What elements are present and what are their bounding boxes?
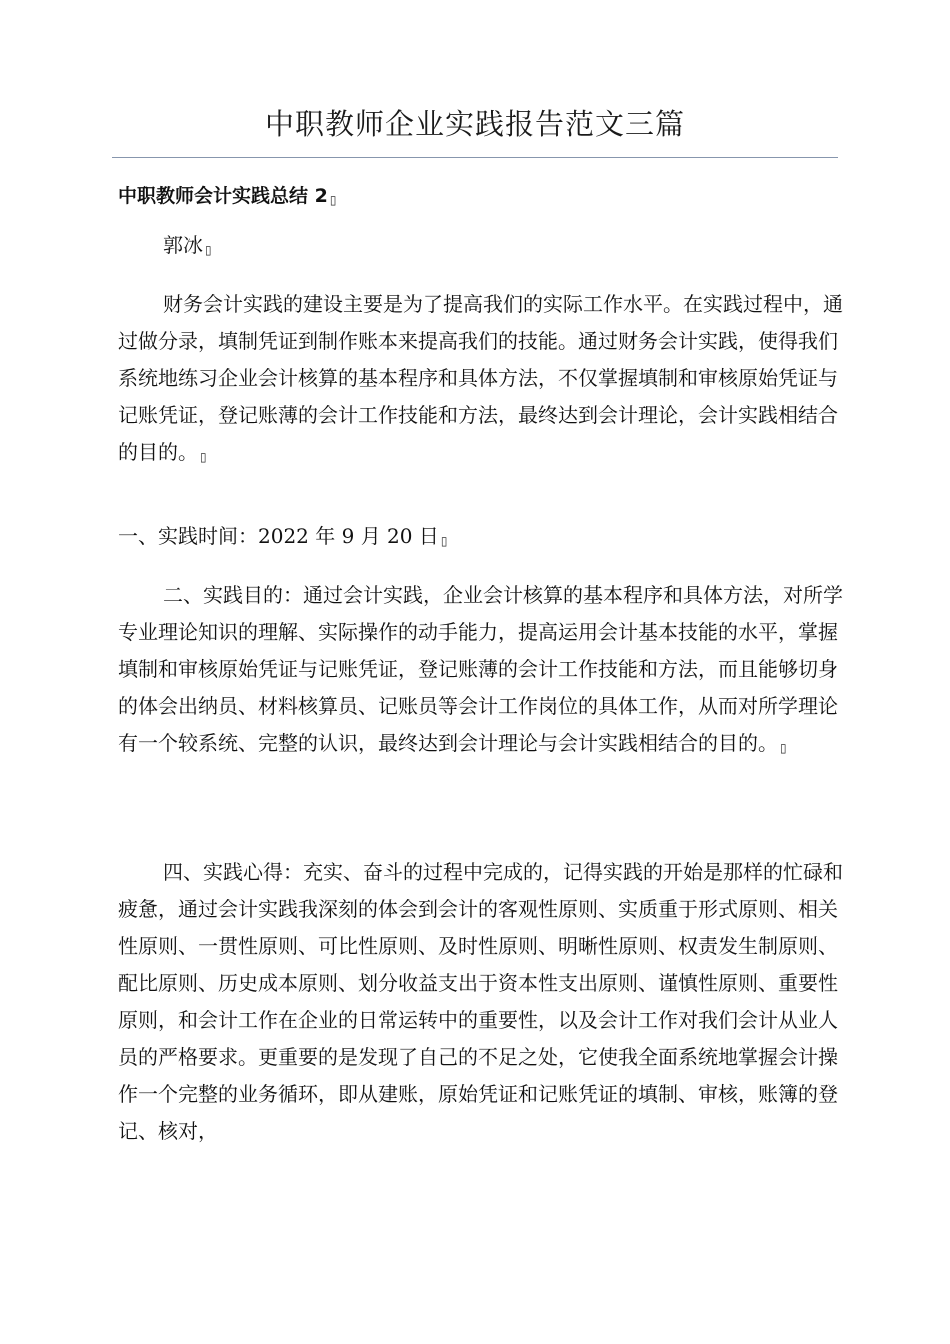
practice-purpose-text: 二、实践目的：通过会计实践，企业会计核算的基本程序和具体方法，对所学专业理论知识的理解、实际操作的动手能力，提高运用会计基本技能的水平，掌握填制和审核原始凭证与记账凭证，登记账薄的会计工作技能和方法，而且能够切身的体会出纳员、材料核算员、记账员等会计工作岗位的具体工作，从而对所学理论有一个较系统、完整的认识，最终达到会计理论与会计实践相结合的目的。 xyxy=(118,583,843,755)
document-title: 中职教师企业实践报告范文三篇 xyxy=(264,107,685,141)
author-name xyxy=(163,228,212,267)
paragraph-mark-icon: ▯ xyxy=(329,193,337,207)
section-heading-text: 中职教师会计实践总结 2 xyxy=(118,185,328,207)
paragraph-mark-icon: ▯ xyxy=(205,243,212,257)
intro-paragraph xyxy=(118,286,853,476)
title-divider xyxy=(112,157,838,158)
author-text: 郭冰 xyxy=(163,233,203,257)
practice-purpose-paragraph xyxy=(118,577,853,767)
intro-paragraph-text: 财务会计实践的建设主要是为了提高我们的实际工作水平。在实践过程中，通过做分录，填制凭证到制作账本来提高我们的技能。通过财务会计实践，使得我们系统地练习企业会计核算的基本程序和具体方法，不仅掌握填制和审核原始凭证与记账凭证，登记账薄的会计工作技能和方法，最终达到会计理论，会计实践相结合的目的。 xyxy=(118,292,843,464)
paragraph-mark-icon: ▯ xyxy=(780,741,787,755)
section-heading xyxy=(118,180,336,216)
practice-time-text: 一、实践时间：2022 年 9 月 20 日 xyxy=(118,524,439,548)
practice-experience-text: 四、实践心得：充实、奋斗的过程中完成的，记得实践的开始是那样的忙碌和疲惫，通过会计实践我深刻的体会到会计的客观性原则、实质重于形式原则、相关性原则、一贯性原则、可比性原则、及时性原则、明晰性原则、权责发生制原则、配比原则、历史成本原则、划分收益支出于资本性支出原则、谨慎性原则、重要性原则，和会计工作在企业的日常运转中的重要性，以及会计工作对我们会计从业人员的严格要求。更重要的是发现了自己的不足之处，它使我全面系统地掌握会计操作一个完整的业务循环，即从建账，原始凭证和记账凭证的填制、审核，账簿的登记、核对， xyxy=(118,860,843,1143)
paragraph-mark-icon: ▯ xyxy=(200,450,207,464)
paragraph-mark-icon: ▯ xyxy=(440,534,448,548)
practice-time-paragraph xyxy=(118,518,853,560)
practice-experience-paragraph xyxy=(118,854,853,1150)
